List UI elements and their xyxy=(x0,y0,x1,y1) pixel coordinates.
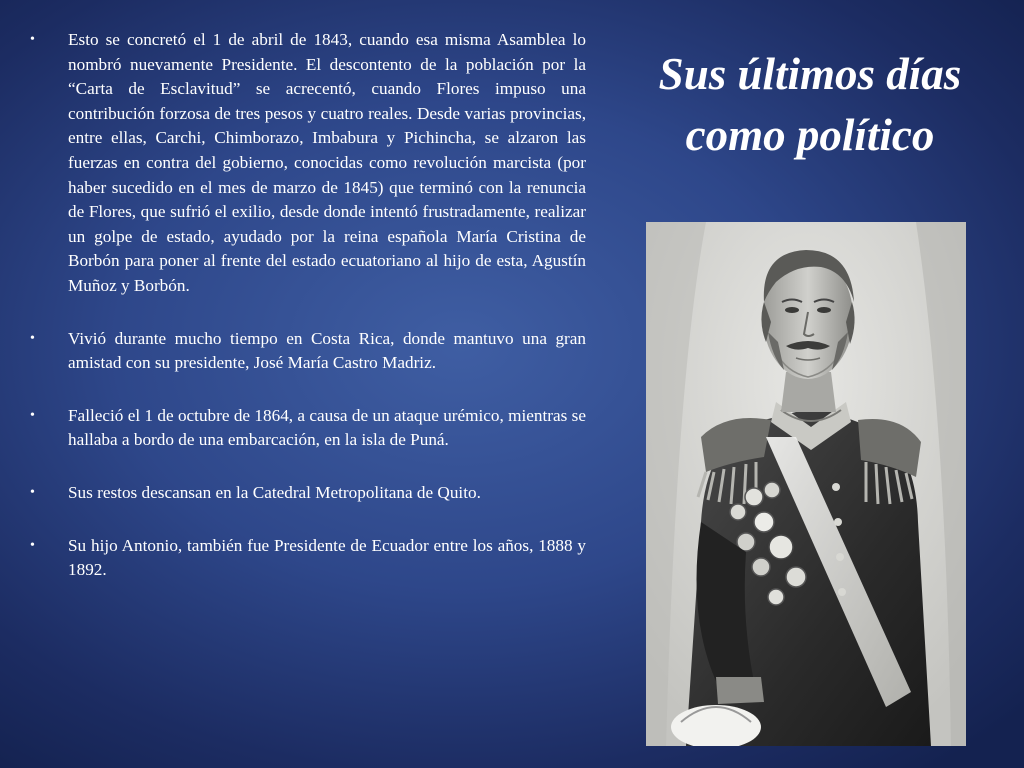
bullet-dot: • xyxy=(30,407,35,423)
bullet-item xyxy=(30,534,586,583)
slide-title: Sus últimos días como político xyxy=(658,49,962,160)
bullet-dot: • xyxy=(30,484,35,500)
bullet-text: Falleció el 1 de octubre de 1864, a causa de un ataque urémico, mientras se hallaba a bordo de una embarcación, en la isla de Puná. xyxy=(68,405,586,450)
bullet-item xyxy=(30,28,586,299)
bullet-item xyxy=(30,404,586,453)
bullet-text: Esto se concretó el 1 de abril de 1843, cuando esa misma Asamblea lo nombró nuevamente Presidente. El descontento de la población por la “Carta de Esclavitud” se acrecentó, cuando Flores impuso una contribución forzosa de tres pesos y cuatro reales. Desde varias provincias, entre ellas, Carchi, Chimborazo, Imbabura y Pichincha, se alzaron las fuerzas en contra del gobierno, conocidas como revolución marcista (por haber sucedido en el mes de marzo de 1845) que terminó con la renuncia de Flores, que sufrió el exilio, desde donde intentó frustradamente, realizar un golpe de estado, ayudado por la reina española María Cristina de Borbón para poner al frente del estado ecuatoriano al hijo de esta, Agustín Muñoz y Borbón. xyxy=(68,30,586,295)
bullet-text: Vivió durante mucho tiempo en Costa Rica, donde mantuvo una gran amistad con su presidente, José María Castro Madriz. xyxy=(68,328,586,373)
bullet-item xyxy=(30,481,586,506)
bullet-text: Su hijo Antonio, también fue Presidente de Ecuador entre los años, 1888 y 1892. xyxy=(68,535,586,580)
portrait-engraving-icon xyxy=(646,222,966,746)
bullet-item xyxy=(30,327,586,376)
bullet-dot: • xyxy=(30,32,35,47)
bullet-dot: • xyxy=(30,330,35,346)
bullet-list xyxy=(30,28,586,583)
bullet-text: Sus restos descansan en la Catedral Metropolitana de Quito. xyxy=(68,482,481,502)
bullet-dot: • xyxy=(30,537,35,553)
portrait-image xyxy=(646,222,966,746)
